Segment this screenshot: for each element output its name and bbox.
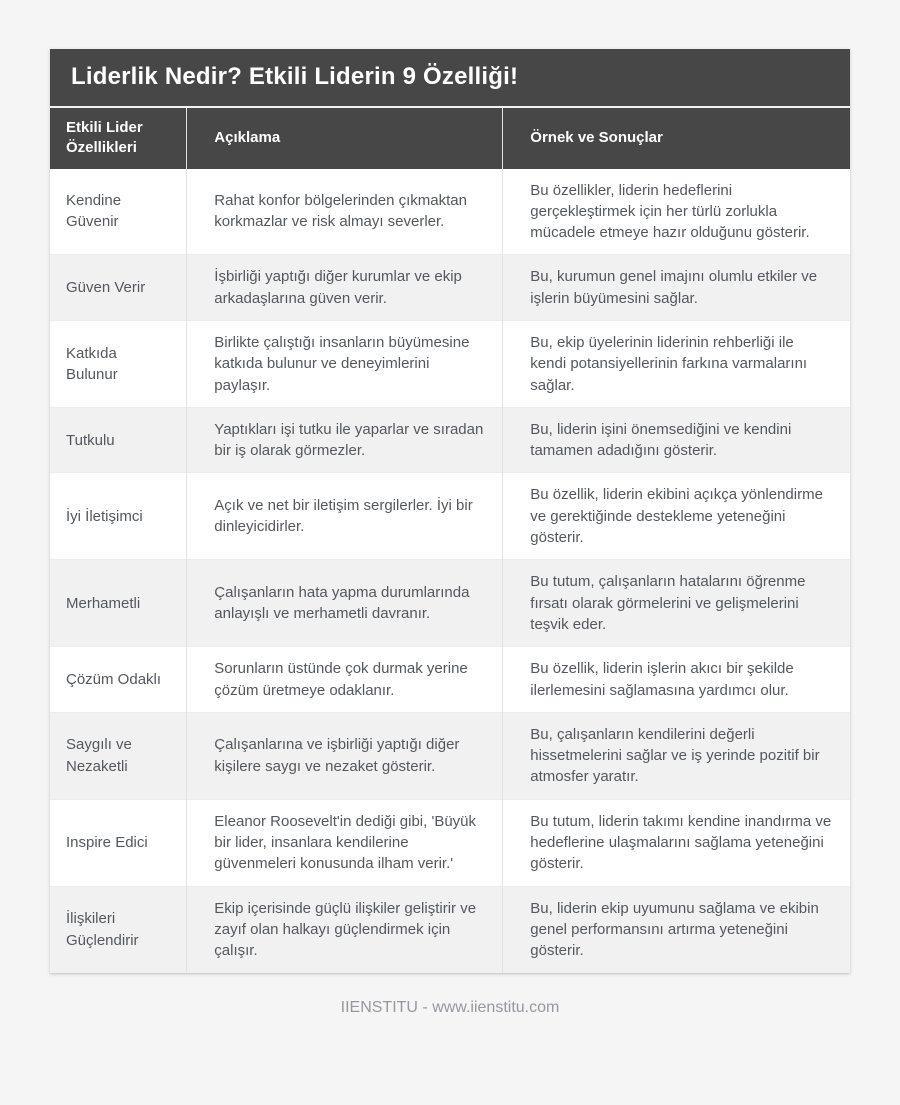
feature-cell: Tutkulu [50, 407, 187, 473]
feature-cell: Çözüm Odaklı [50, 647, 187, 713]
table-row [50, 647, 850, 713]
description-cell: Açık ve net bir iletişim sergilerler. İyi bir dinleyicidirler. [187, 473, 503, 560]
leadership-table [50, 108, 850, 973]
outcome-cell: Bu, liderin işini önemsediğini ve kendini tamamen adadığını gösterir. [503, 407, 850, 473]
table-header-row [50, 108, 850, 169]
outcome-cell: Bu, ekip üyelerinin liderinin rehberliği ile kendi potansiyellerinin farkına varmalarını sağlar. [503, 320, 850, 407]
table-row [50, 560, 850, 647]
column-header-description: Açıklama [187, 108, 503, 169]
table-row [50, 712, 850, 799]
leadership-table-card [50, 49, 850, 973]
table-row [50, 886, 850, 972]
description-cell: Eleanor Roosevelt'in dediği gibi, 'Büyük bir lider, insanlara kendilerine güvenmeleri konusunda ilham verir.' [187, 799, 503, 886]
description-cell: Rahat konfor bölgelerinden çıkmaktan korkmazlar ve risk almayı severler. [187, 169, 503, 255]
outcome-cell: Bu özellikler, liderin hedeflerini gerçekleştirmek için her türlü zorlukla mücadele etmeye hazır olduğunu gösterir. [503, 169, 850, 255]
outcome-cell: Bu, kurumun genel imajını olumlu etkiler ve işlerin büyümesini sağlar. [503, 255, 850, 321]
outcome-cell: Bu özellik, liderin işlerin akıcı bir şekilde ilerlemesini sağlamasına yardımcı olur. [503, 647, 850, 713]
description-cell: İşbirliği yaptığı diğer kurumlar ve ekip arkadaşlarına güven verir. [187, 255, 503, 321]
table-row [50, 255, 850, 321]
feature-cell: İlişkileri Güçlendirir [50, 886, 187, 972]
outcome-cell: Bu özellik, liderin ekibini açıkça yönlendirme ve gerektiğinde destekleme yeteneğini gösterir. [503, 473, 850, 560]
feature-cell: Saygılı ve Nezaketli [50, 712, 187, 799]
table-row [50, 169, 850, 255]
footer-credit: IIENSTITU - www.iienstitu.com [340, 998, 560, 1016]
table-row [50, 320, 850, 407]
outcome-cell: Bu, liderin ekip uyumunu sağlama ve ekibin genel performansını artırma yeteneğini gösterir. [503, 886, 850, 972]
description-cell: Sorunların üstünde çok durmak yerine çözüm üretmeye odaklanır. [187, 647, 503, 713]
feature-cell: Inspire Edici [50, 799, 187, 886]
table-row [50, 407, 850, 473]
description-cell: Birlikte çalıştığı insanların büyümesine katkıda bulunur ve deneyimlerini paylaşır. [187, 320, 503, 407]
outcome-cell: Bu tutum, çalışanların hatalarını öğrenme fırsatı olarak görmelerini ve gelişmelerini teşvik eder. [503, 560, 850, 647]
table-row [50, 799, 850, 886]
description-cell: Çalışanlarına ve işbirliği yaptığı diğer kişilere saygı ve nezaket gösterir. [187, 712, 503, 799]
description-cell: Ekip içerisinde güçlü ilişkiler geliştirir ve zayıf olan halkayı güçlendirmek için çalışır. [187, 886, 503, 972]
feature-cell: Kendine Güvenir [50, 169, 187, 255]
outcome-cell: Bu, çalışanların kendilerini değerli hissetmelerini sağlar ve iş yerinde pozitif bir atmosfer yaratır. [503, 712, 850, 799]
feature-cell: Güven Verir [50, 255, 187, 321]
outcome-cell: Bu tutum, liderin takımı kendine inandırma ve hedeflerine ulaşmalarını sağlama yeteneğini gösterir. [503, 799, 850, 886]
description-cell: Yaptıkları işi tutku ile yaparlar ve sıradan bir iş olarak görmezler. [187, 407, 503, 473]
table-row [50, 473, 850, 560]
column-header-outcome: Örnek ve Sonuçlar [503, 108, 850, 169]
column-header-feature: Etkili Lider Özellikleri [50, 108, 187, 169]
feature-cell: İyi İletişimci [50, 473, 187, 560]
description-cell: Çalışanların hata yapma durumlarında anlayışlı ve merhametli davranır. [187, 560, 503, 647]
feature-cell: Katkıda Bulunur [50, 320, 187, 407]
page-title: Liderlik Nedir? Etkili Liderin 9 Özelliği! [50, 49, 850, 108]
feature-cell: Merhametli [50, 560, 187, 647]
page [0, 49, 900, 1105]
